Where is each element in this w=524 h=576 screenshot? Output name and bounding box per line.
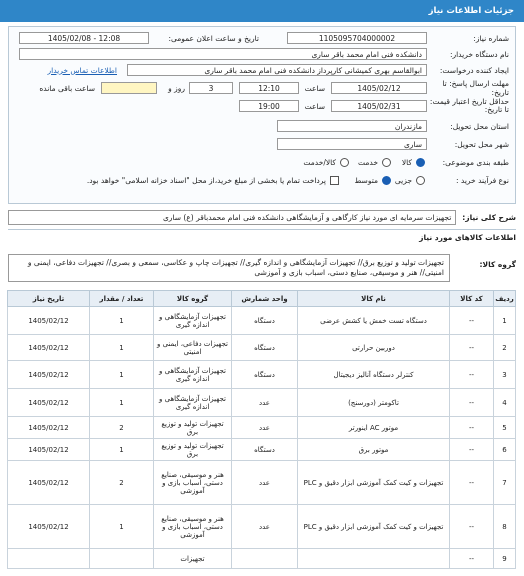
table-row: 3 -- کنترلر دستگاه آنالیز دیجیتال دستگاه تجهیزات آزمایشگاهی و اندازه گیری 1 1405/02/12	[8, 361, 516, 389]
table-row: 8 -- تجهیزات و کیت کمک آموزشی ابزار دقیق و PLC عدد هنر و موسیقی، صنایع دستی، اسباب بازی و آموزشی 1 1405/02/12	[8, 505, 516, 549]
validity-date-field: 1405/02/31	[331, 100, 427, 112]
days-field: 3	[189, 82, 233, 94]
category-option-service[interactable]: خدمت	[358, 158, 391, 167]
need-number-row	[15, 31, 509, 45]
col-code: کد کالا	[450, 291, 494, 307]
page-title: جزئیات اطلاعات نیاز	[428, 6, 514, 16]
announce-field: 1405/02/08 - 12:08	[19, 32, 149, 44]
buyer-label: نام دستگاه خریدار:	[449, 49, 509, 59]
need-details-panel	[8, 26, 516, 204]
contact-buyer-link[interactable]: اطلاعات تماس خریدار	[47, 65, 117, 75]
province-label: استان محل تحویل:	[450, 121, 509, 131]
validity-label: حداقل تاریخ اعتبار قیمت: تا تاریخ:	[429, 97, 509, 114]
reply-label: مهلت ارسال پاسخ: تا تاریخ:	[442, 79, 509, 97]
category-option-both[interactable]: کالا/خدمت	[303, 158, 349, 167]
validity-time-field: 19:00	[239, 100, 299, 112]
buyer-field: دانشکده فنی امام محمد باقر ساری	[19, 48, 427, 60]
goods-group-field: تجهیزات تولید و توزیع برق// تجهیزات آزمایشگاهی و اندازه گیری// تجهیزات چاپ و عکاسی، سمعی و بصری// تجهیزات دفاعی، ایمنی و امنیتی// هنر و موسیقی، صنایع دستی، اسباب بازی و آموزشی	[8, 254, 450, 282]
table-row: 5 -- موتور AC اینورتر عدد تجهیزات تولید و توزیع برق 2 1405/02/12	[8, 417, 516, 439]
summary-section	[8, 210, 516, 225]
province-row	[15, 119, 509, 133]
reply-deadline-row	[15, 81, 509, 95]
table-row: 1 -- دستگاه تست خمش یا کشش عرضی دستگاه تجهیزات آزمایشگاهی و اندازه گیری 1 1405/02/12	[8, 307, 516, 335]
need-number-label: شماره نیاز:	[473, 33, 509, 43]
radio-selected-icon[interactable]	[382, 176, 391, 185]
col-group: گروه کالا	[154, 291, 232, 307]
table-row: 6 -- موتور برق دستگاه تجهیزات تولید و توزیع برق 1 1405/02/12	[8, 439, 516, 461]
col-unit: واحد شمارش	[232, 291, 298, 307]
radio-selected-icon[interactable]	[416, 158, 425, 167]
need-number-field: 1105095704000002	[287, 32, 427, 44]
city-label: شهر محل تحویل:	[454, 139, 509, 149]
table-row: 9 -- تجهیزات	[8, 549, 516, 569]
table-row: 2 -- دوربین حرارتی دستگاه تجهیزات دفاعی، ایمنی و امنیتی 1 1405/02/12	[8, 335, 516, 361]
province-field: مازندران	[277, 120, 427, 132]
category-option-goods[interactable]: کالا	[402, 158, 425, 167]
days-label: روز و	[168, 83, 185, 93]
remaining-time-field	[101, 82, 157, 94]
process-label: نوع فرآیند خرید :	[455, 175, 509, 185]
page-header	[0, 0, 524, 22]
table-row: 4 -- تاکومتر (دورسنج) عدد تجهیزات آزمایشگاهی و اندازه گیری 1 1405/02/12	[8, 389, 516, 417]
goods-group-row	[8, 254, 516, 282]
goods-group-label: گروه کالا:	[479, 260, 516, 269]
col-date: تاریخ نیاز	[8, 291, 90, 307]
table-row: 7 -- تجهیزات و کیت کمک آموزشی ابزار دقیق و PLC عدد هنر و موسیقی، صنایع دستی، اسباب بازی و آموزشی 2 1405/02/12	[8, 461, 516, 505]
col-qty: تعداد / مقدار	[90, 291, 154, 307]
goods-table	[7, 290, 516, 569]
checkbox-icon[interactable]	[330, 176, 339, 185]
announce-label: تاریخ و ساعت اعلان عمومی:	[168, 33, 259, 43]
validity-time-label: ساعت	[304, 101, 325, 111]
process-row	[15, 173, 509, 187]
category-label: طبقه بندی موضوعی:	[442, 157, 509, 167]
radio-icon[interactable]	[416, 176, 425, 185]
table-header-row	[8, 291, 516, 307]
col-name: نام کالا	[298, 291, 450, 307]
reply-time-label: ساعت	[304, 83, 325, 93]
radio-icon[interactable]	[382, 158, 391, 167]
creator-row	[15, 63, 509, 77]
creator-field: ابوالقاسم بهری کمیشانی کارپرداز دانشکده فنی امام محمد باقر ساری	[127, 64, 427, 76]
goods-section-header	[8, 229, 516, 242]
col-row-number: ردیف	[494, 291, 516, 307]
reply-time-field: 12:10	[239, 82, 299, 94]
city-field: ساری	[277, 138, 427, 150]
process-option-medium[interactable]: متوسط	[354, 176, 391, 185]
category-row	[15, 155, 509, 169]
validity-row	[15, 99, 509, 113]
summary-label: شرح کلی نیاز:	[462, 213, 516, 222]
radio-icon[interactable]	[340, 158, 349, 167]
goods-section-title: اطلاعات کالاهای مورد نیاز	[419, 233, 516, 242]
reply-date-field: 1405/02/12	[331, 82, 427, 94]
creator-label: ایجاد کننده درخواست:	[439, 65, 509, 75]
goods-table-body	[8, 307, 516, 569]
process-option-minor[interactable]: جزیی	[395, 176, 425, 185]
buyer-row	[15, 47, 509, 61]
summary-field: تجهیزات سرمایه ای مورد نیاز کارگاهی و آزمایشگاهی دانشکده فنی امام محمدباقر (ع) ساری	[8, 210, 456, 225]
city-row	[15, 137, 509, 151]
treasury-payment-option[interactable]: پرداخت تمام یا بخشی از مبلغ خرید،از محل "اسناد خزانه اسلامی" خواهد بود.	[87, 176, 339, 185]
remaining-label: ساعت باقی مانده	[39, 83, 95, 93]
